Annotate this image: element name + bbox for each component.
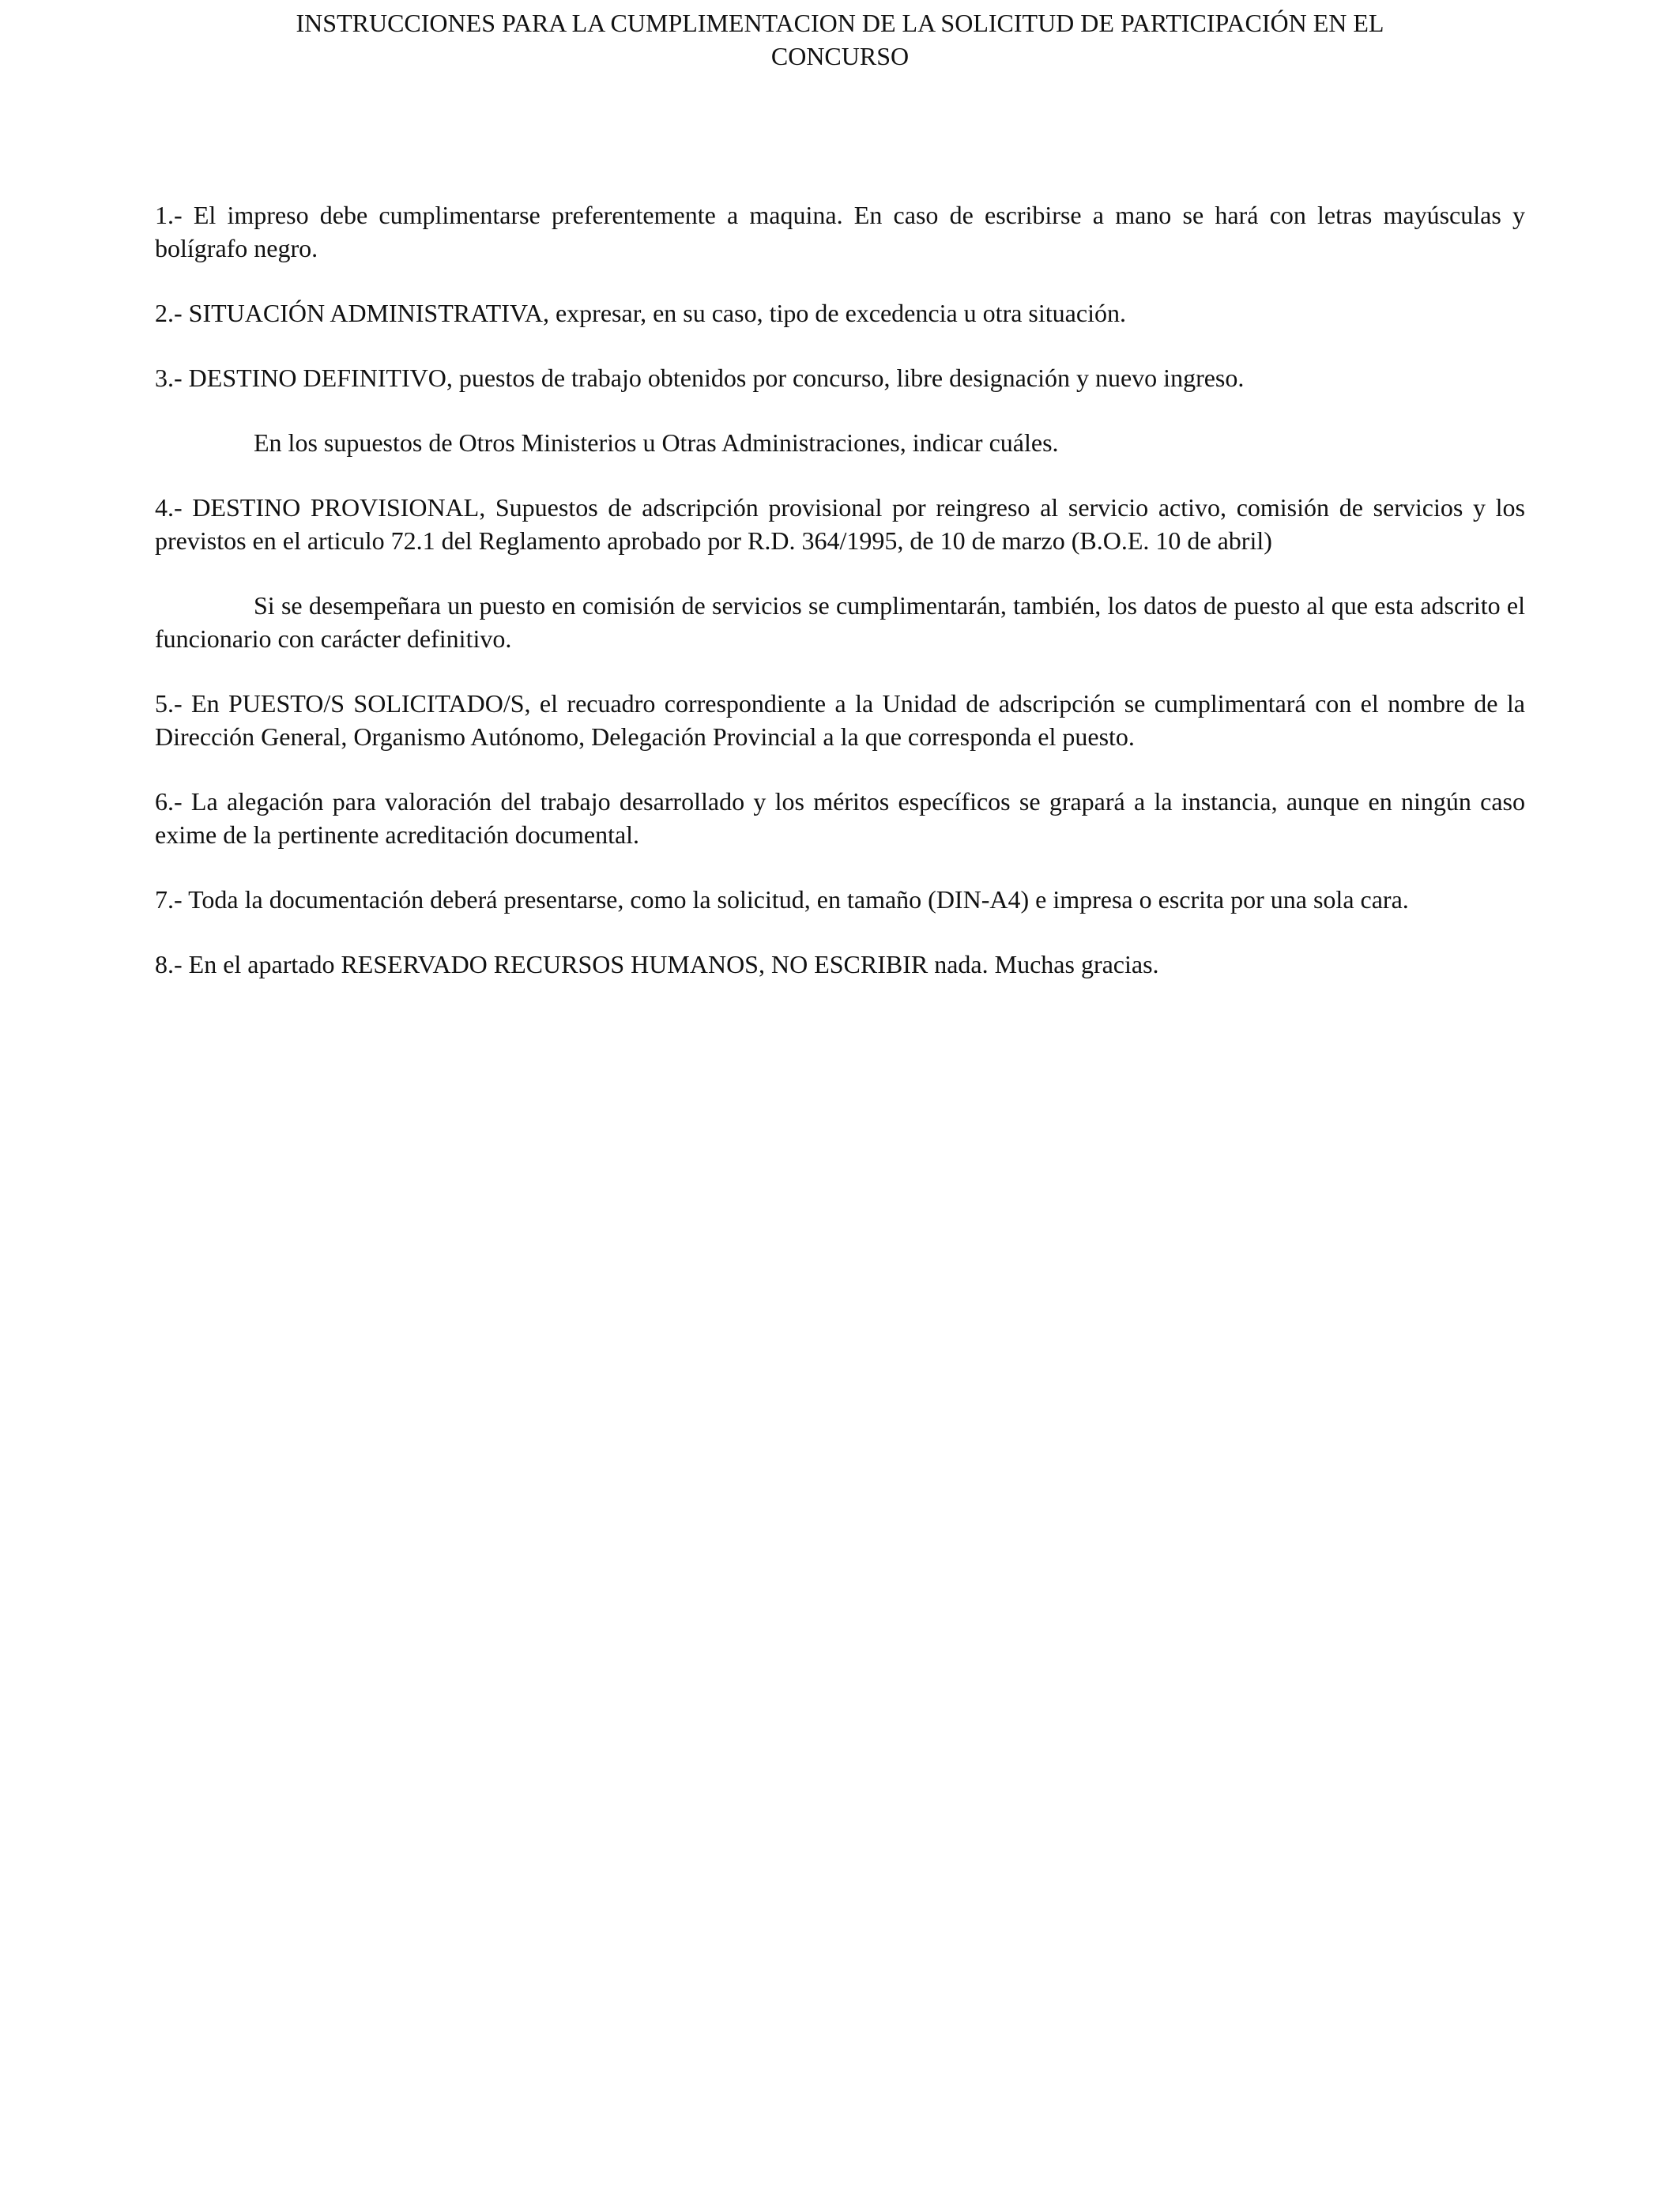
instruction-4-note: Si se desempeñara un puesto en comisión de servicios se cumplimentarán, también, los datos de puesto al que esta adscrito el funcionario con carácter definitivo. xyxy=(155,591,1525,653)
instruction-1: 1.- El impreso debe cumplimentarse preferentemente a maquina. En caso de escribirse a mano se hará con letras mayúsculas y bolígrafo negro. xyxy=(155,201,1525,262)
instruction-3-note: En los supuestos de Otros Ministerios u Otras Administraciones, indicar cuáles. xyxy=(254,428,1059,457)
instruction-6: 6.- La alegación para valoración del trabajo desarrollado y los méritos específicos se grapará a la instancia, aunque en ningún caso exime de la pertinente acreditación documental. xyxy=(155,787,1525,849)
instruction-5: 5.- En PUESTO/S SOLICITADO/S, el recuadro correspondiente a la Unidad de adscripción se cumplimentará con el nombre de la Dirección General, Organismo Autónomo, Delegación Provincial a la que corresponda el puesto. xyxy=(155,689,1525,751)
instruction-2: 2.- SITUACIÓN ADMINISTRATIVA, expresar, en su caso, tipo de excedencia u otra situación. xyxy=(155,299,1126,327)
instruction-3: 3.- DESTINO DEFINITIVO, puestos de trabajo obtenidos por concurso, libre designación y nuevo ingreso. xyxy=(155,364,1245,392)
document-title-line-1: INSTRUCCIONES PARA LA CUMPLIMENTACION DE LA SOLICITUD DE PARTICIPACIÓN EN EL xyxy=(296,9,1384,37)
document-title-line-2: CONCURSO xyxy=(770,42,910,70)
document-title xyxy=(155,6,1525,73)
instruction-7: 7.- Toda la documentación deberá presentarse, como la solicitud, en tamaño (DIN-A4) e impresa o escrita por una sola cara. xyxy=(155,885,1409,914)
instruction-4: 4.- DESTINO PROVISIONAL, Supuestos de adscripción provisional por reingreso al servicio activo, comisión de servicios y los previstos en el articulo 72.1 del Reglamento aprobado por R.D. 364/1995, de 10 de marzo (B.O.E. 10 de abril) xyxy=(155,493,1525,555)
instruction-8: 8.- En el apartado RESERVADO RECURSOS HUMANOS, NO ESCRIBIR nada. Muchas gracias. xyxy=(155,950,1159,978)
instructions-body xyxy=(155,198,1525,1012)
